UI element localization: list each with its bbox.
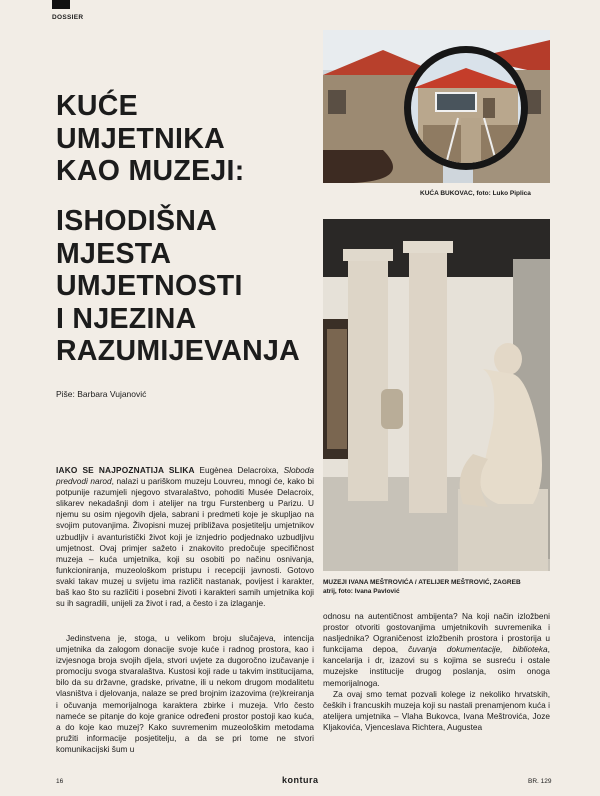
title-line: KUĆE — [56, 90, 138, 122]
issue-number: BR. 129 — [528, 778, 552, 785]
title-line: UMJETNIKA — [56, 122, 225, 155]
byline: Piše: Barbara Vujanović — [56, 389, 147, 399]
photo2-caption-line1: MUZEJI IVANA MEŠTROVIĆA / ATELIJER MEŠTROVIĆ, ZAGREB — [323, 579, 521, 586]
photo2-caption — [323, 578, 521, 596]
title-line: MJESTA — [56, 237, 172, 270]
paragraph-4: Za ovaj smo temat pozvali kolege iz nekoliko hrvatskih, čeških i francuskih muzeja koji su nastali prenamjenom kuća i atelijera umjetnika – Vlaha Bukovca, Ivana Meštrovića, Joze Kljakovića, Vjenceslava Richtera, Augustea — [323, 688, 550, 732]
photo2-caption-line2: atrij, foto: Ivana Pavlović — [323, 588, 400, 595]
paragraph-text: Eugènea Delacroixa, — [194, 465, 284, 475]
paragraph-1 — [56, 465, 314, 609]
title-line: I NJEZINA — [56, 302, 197, 335]
paragraph-2: Jedinstvena je, stoga, u velikom broju slučajeva, intencija umjetnika da zalogom donacije svoje kuće i radnog prostora, kao i izvjesnoga broja svojih djela, stvori uvjete za dugoročno izučavanje i promociju svoga stvaralaštva. Kustosi koji rade u takvim institucijama, bilo da su državne, gradske, privatne, ili u nekom drugom modalitetu vlasništva i djelovanja, nalaze se pred brojnim izazovima (re)kreiranja i očuvanja memorijalnoga karaktera zbirke i muzeja. Vrlo često nameće se pitanje do koje granice određeni prostor postoji kao kuća, a do koje kao muzej? Kako suvremenim muzeološkim metodama pružiti informacije posjetitelju, a da se pri tome ne stvori komunikacijski šum u — [56, 633, 314, 754]
paragraph-text: odnosu na autentičnost ambijenta? Na koji način izložbeni prostor otvoriti gostovanjima umjetnikovih suvremenika i nasljednika? Ograničenost izložbenih prostora i prostorija u funkcijama depoa, — [323, 611, 550, 655]
article-column-3 — [323, 611, 550, 733]
italic-phrase: čuvanja dokumentacije, biblioteka — [408, 644, 548, 655]
title-line: UMJETNOSTI — [56, 270, 243, 302]
article-column-2 — [56, 633, 314, 755]
section-tab-marker — [52, 0, 70, 9]
title-line: KAO MUZEJI: — [56, 155, 245, 187]
title-line: RAZUMIJEVANJA — [56, 335, 301, 367]
title-line: ISHODIŠNA — [56, 205, 218, 237]
page-number: 16 — [56, 778, 64, 785]
photo-kuca-bukovac — [323, 30, 550, 183]
section-label: DOSSIER — [52, 14, 84, 21]
photo-mestrovic-atelijer — [323, 219, 550, 571]
paragraph-text: , kancelarija i dr, izazovi su s kojima se susreću i ostale muzejske institucije drugog poslanja, osim onoga memorijalnoga. — [323, 644, 550, 688]
article-column-1 — [56, 465, 314, 609]
title-part-1 — [56, 90, 316, 188]
title-part-2 — [56, 205, 316, 368]
magazine-logo: kontura — [282, 775, 319, 785]
lead-in: IAKO SE NAJPOZNATIJA SLIKA — [56, 465, 195, 475]
photo1-caption: KUĆA BUKOVAC, foto: Luko Piplica — [420, 190, 531, 197]
paragraph-text: , nalazi u pariškom muzeju Louvreu, mnogi će, kako bi potpunije razumjeli njegovo stvaralaštvo, pohoditi Musée Delacroix, slikarev nekadašnji dom i atelijer na trgu Furstenberg u Parizu. U njemu su osim njegovih djela, sabrani i predmeti koje je skupljao na svojim putovanjima. Živopisni muzej približava posjetitelju umjetnikov uzbudljiv i avanturistički život koji je iznjedrio podjednako uzbudljivu umjetnost. Ovaj primjer sažeto i znakovito predočuje specifičnost muzeja – kuća umjetnika, koji su osobiti po načinu osnivanja, funkcioniranja, muzeološkom pristupu i recepciji javnosti. Gotovo svaki takav muzej u svijetu ima različit nastanak, povijest i karakter, baš kao što su različiti i posebni životi i karakteri samih umjetnika koji su ih sagradili, unijeli za život i rad, a često i za izlaganje. — [56, 476, 314, 609]
painting-title: Sloboda predvodi narod — [56, 465, 315, 487]
paragraph-3 — [323, 611, 550, 689]
